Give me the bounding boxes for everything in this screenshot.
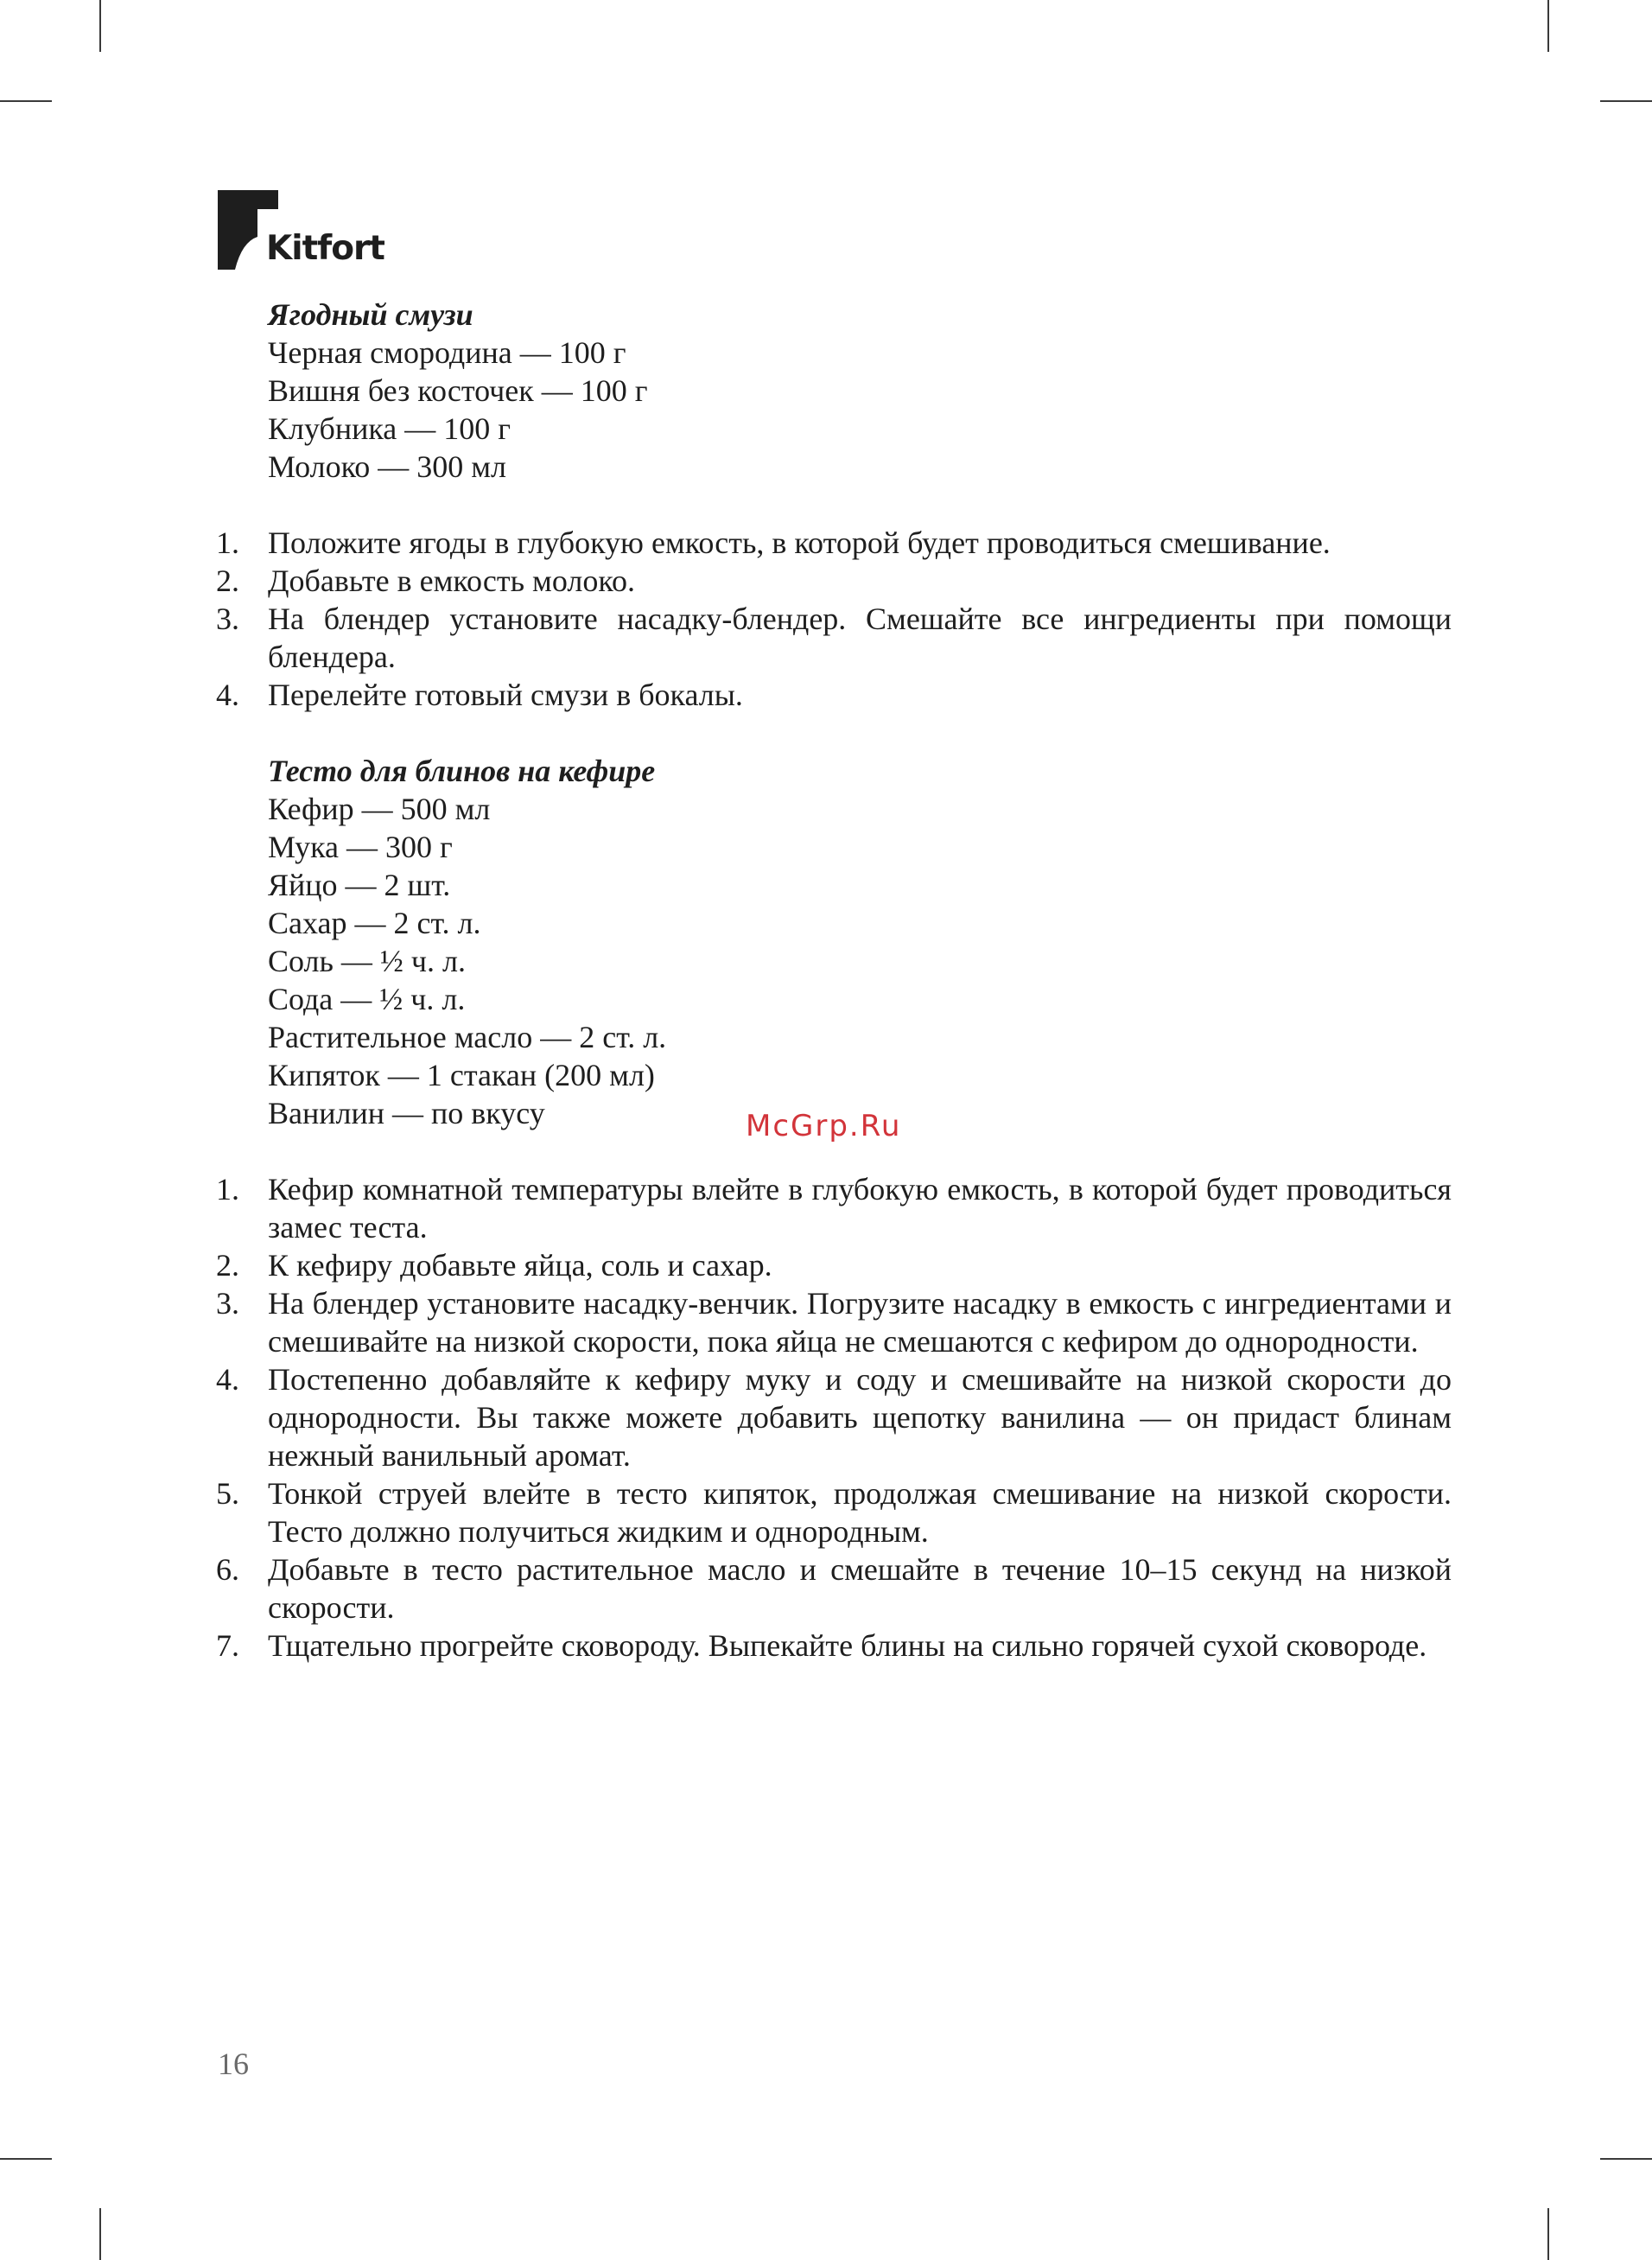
ingredient-item: Черная смородина — 100 г (268, 335, 626, 370)
step-item (216, 1627, 1452, 1665)
ingredient-item: Мука — 300 г (268, 830, 453, 864)
step-text: На блендер установите насадку-венчик. Погрузите насадку в емкость с ингредиентами и смешивайте на низкой скорости, пока яйца не смешаются с кефиром до однородности. (268, 1286, 1452, 1359)
page-content (216, 296, 1452, 1665)
ingredient-item: Сода — ½ ч. л. (268, 982, 466, 1016)
step-text: Перелейте готовый смузи в бокалы. (268, 678, 743, 712)
step-text: На блендер установите насадку-блендер. Смешайте все ингредиенты при помощи блендера. (268, 602, 1452, 674)
crop-mark (99, 0, 101, 52)
crop-mark (1600, 2158, 1652, 2160)
recipe-title: Тесто для блинов на кефире (268, 754, 656, 788)
ingredient-item: Кефир — 500 мл (268, 792, 491, 826)
crop-mark (99, 2208, 101, 2260)
crop-mark (1547, 2208, 1549, 2260)
step-item (216, 1550, 1452, 1627)
recipe-section (216, 752, 1452, 1665)
crop-mark (1600, 100, 1652, 102)
ingredient-item: Растительное масло — 2 ст. л. (268, 1020, 667, 1054)
step-text: К кефиру добавьте яйца, соль и сахар. (268, 1248, 772, 1283)
step-text: Добавьте в тесто растительное масло и смешайте в течение 10–15 секунд на низкой скорости. (268, 1552, 1452, 1625)
step-item (216, 562, 1452, 600)
ingredient-item: Кипяток — 1 стакан (200 мл) (268, 1058, 655, 1092)
step-list (216, 524, 1452, 714)
step-item (216, 1246, 1452, 1284)
step-text: Кефир комнатной температуры влейте в глубокую емкость, в которой будет проводиться замес теста. (268, 1172, 1452, 1245)
ingredient-item: Соль — ½ ч. л. (268, 944, 466, 978)
step-number: 2. (216, 1248, 239, 1283)
ingredient-item: Ванилин — по вкусу (268, 1096, 545, 1130)
step-number: 4. (216, 1362, 239, 1397)
ingredient-list (216, 334, 1452, 486)
step-number: 1. (216, 1172, 239, 1206)
recipe-title: Ягодный смузи (268, 297, 473, 332)
step-number: 6. (216, 1552, 239, 1587)
step-number: 2. (216, 563, 239, 598)
step-number: 7. (216, 1628, 239, 1663)
step-number: 4. (216, 678, 239, 712)
step-item (216, 524, 1452, 562)
ingredient-item: Яйцо — 2 шт. (268, 868, 451, 902)
step-text: Положите ягоды в глубокую емкость, в которой будет проводиться смешивание. (268, 525, 1331, 560)
crop-mark (0, 2158, 52, 2160)
ingredient-item: Вишня без косточек — 100 г (268, 373, 648, 408)
step-item (216, 676, 1452, 714)
step-number: 3. (216, 1286, 239, 1321)
step-number: 1. (216, 525, 239, 560)
step-text: Тщательно прогрейте сковороду. Выпекайте блины на сильно горячей сухой сковороде. (268, 1628, 1427, 1663)
recipe-section (216, 296, 1452, 714)
crop-mark (0, 100, 52, 102)
ingredient-item: Клубника — 100 г (268, 411, 511, 446)
step-item (216, 1360, 1452, 1474)
page-number: 16 (218, 2047, 249, 2081)
step-number: 5. (216, 1476, 239, 1511)
crop-mark (1547, 0, 1549, 52)
step-item (216, 600, 1452, 676)
ingredient-item: Молоко — 300 мл (268, 449, 507, 484)
watermark[interactable]: McGrp.Ru (746, 1109, 902, 1143)
step-item (216, 1170, 1452, 1246)
step-item (216, 1474, 1452, 1550)
step-number: 3. (216, 602, 239, 636)
ingredient-list (216, 790, 1452, 1132)
ingredient-item: Сахар — 2 ст. л. (268, 906, 481, 940)
step-text: Постепенно добавляйте к кефиру муку и соду и смешивайте на низкой скорости до однородности. Вы также можете добавить щепотку ванилина — он придаст блинам нежный ванильный аромат. (268, 1362, 1452, 1473)
brand-name: Kitfort (266, 229, 384, 268)
step-text: Тонкой струей влейте в тесто кипяток, продолжая смешивание на низкой скорости. Тесто должно получиться жидким и однородным. (268, 1476, 1452, 1549)
brand-logo (218, 190, 391, 272)
step-list (216, 1170, 1452, 1665)
step-text: Добавьте в емкость молоко. (268, 563, 635, 598)
step-item (216, 1284, 1452, 1360)
